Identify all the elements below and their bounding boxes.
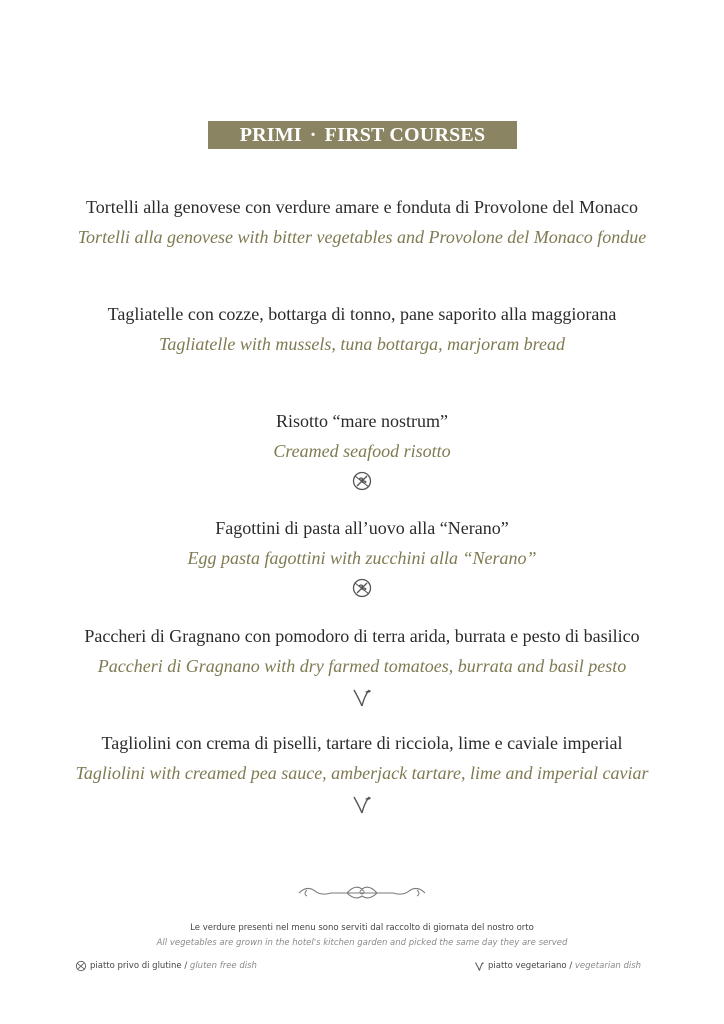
menu-item — [0, 410, 724, 494]
legend-gluten-free-english: gluten free dish — [189, 961, 257, 971]
dish-name-italian: Tortelli alla genovese con verdure amare e fonduta di Provolone del Monaco — [85, 197, 639, 217]
legend-gluten-free — [75, 960, 257, 972]
gluten-free-icon — [75, 960, 87, 972]
menu-item — [0, 196, 724, 248]
section-title-separator: · — [309, 124, 317, 146]
legend-separator: / — [181, 961, 190, 971]
gluten-free-icon — [351, 577, 373, 599]
menu-item — [0, 517, 724, 601]
dish-name-italian: Fagottini di pasta all’uovo alla “Nerano” — [215, 518, 509, 538]
dish-name-english: Tortelli alla genovese with bitter vegetables and Provolone del Monaco fondue — [77, 227, 647, 247]
dish-name-english: Paccheri di Gragnano with dry farmed tomatoes, burrata and basil pesto — [97, 656, 627, 676]
dish-name-english: Creamed seafood risotto — [273, 441, 451, 461]
legend-vegetarian — [474, 960, 641, 972]
dish-name-english: Tagliolini with creamed pea sauce, amberjack tartare, lime and imperial caviar — [75, 763, 649, 783]
footer-note-english: All vegetables are grown in the hotel's kitchen garden and picked the same day they are served — [156, 938, 568, 948]
section-title-italian: PRIMI — [239, 124, 302, 146]
dish-name-italian: Risotto “mare nostrum” — [276, 411, 448, 431]
dish-name-english: Tagliatelle with mussels, tuna bottarga, marjoram bread — [158, 334, 566, 354]
vegetarian-icon — [474, 960, 485, 972]
menu-item — [0, 625, 724, 709]
vegetarian-icon — [351, 685, 373, 709]
footer-note-italian: Le verdure presenti nel menu sono serviti dal raccolto di giornata del nostro orto — [190, 923, 534, 933]
ornament-divider — [297, 881, 427, 903]
legend-gluten-free-italian: piatto privo di glutine — [90, 961, 182, 971]
section-header — [208, 121, 517, 149]
section-title-english: FIRST COURSES — [324, 124, 486, 146]
legend-vegetarian-italian: piatto vegetariano — [488, 961, 567, 971]
dish-name-italian: Tagliatelle con cozze, bottarga di tonno, pane saporito alla maggiorana — [107, 304, 617, 324]
menu-item — [0, 732, 724, 816]
dish-name-italian: Paccheri di Gragnano con pomodoro di terra arida, burrata e pesto di basilico — [84, 626, 640, 646]
legend-vegetarian-english: vegetarian dish — [574, 961, 642, 971]
legend-separator: / — [566, 961, 575, 971]
dish-name-italian: Tagliolini con crema di piselli, tartare di ricciola, lime e caviale imperial — [101, 733, 623, 753]
gluten-free-icon — [351, 470, 373, 492]
menu-item — [0, 303, 724, 355]
dish-name-english: Egg pasta fagottini with zucchini alla “Nerano” — [187, 548, 537, 568]
vegetarian-icon — [351, 792, 373, 816]
